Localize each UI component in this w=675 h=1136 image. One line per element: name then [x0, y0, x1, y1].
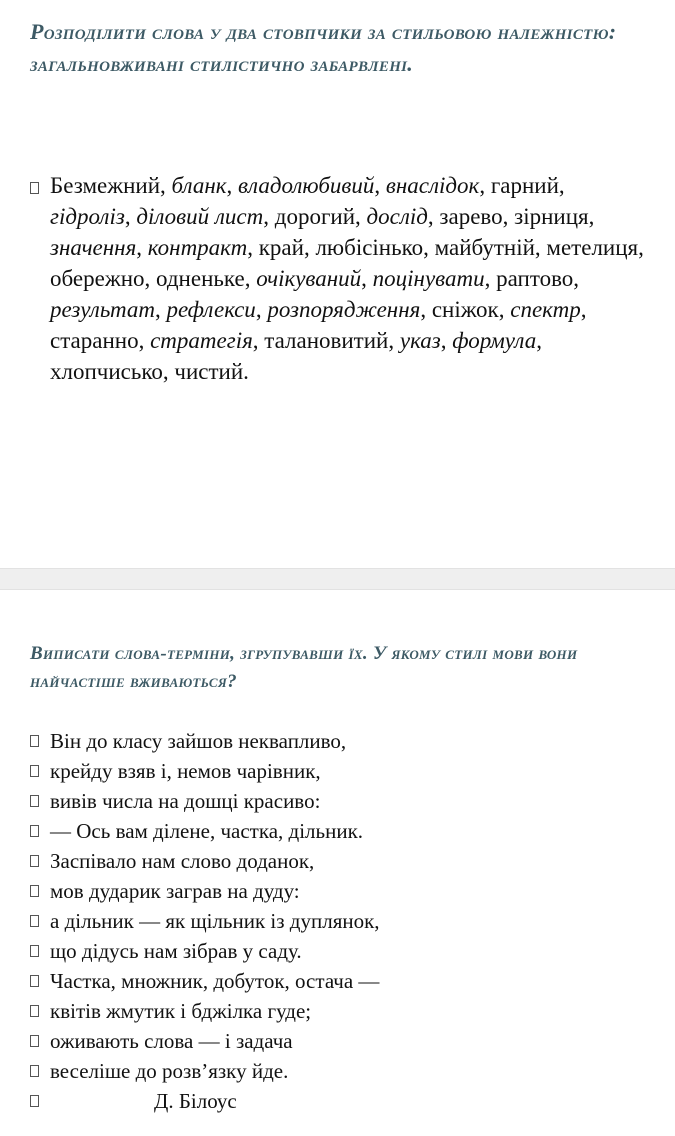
word-item: зарево — [439, 204, 503, 229]
bullet-icon — [30, 885, 39, 897]
bullet-icon — [30, 1065, 39, 1077]
word-item: край — [258, 235, 304, 260]
poem-line-text: оживають слова — і задача — [50, 1029, 293, 1053]
poem-line — [30, 726, 380, 756]
task-heading-1: Розподілити слова у два стовпчики за стильовою належністю: загальновживані стилістично забарвлені. — [30, 19, 617, 76]
poem-line-text: — Ось вам ділене, частка, дільник. — [50, 819, 364, 843]
bullet-icon — [30, 975, 39, 987]
poem-line — [30, 846, 380, 876]
word-item: формула — [452, 328, 537, 353]
word-item: значення — [50, 235, 137, 260]
word-item: внаслідок — [385, 173, 480, 198]
poem-line-text: Заспівало нам слово доданок, — [50, 849, 315, 873]
bullet-icon — [30, 1095, 39, 1107]
word-item: результат — [50, 297, 156, 322]
word-item: бланк — [171, 173, 227, 198]
word-item: Безмежний — [50, 173, 161, 198]
slide-divider — [0, 568, 675, 590]
poem-line — [30, 876, 380, 906]
poem — [30, 726, 380, 1116]
bullet-icon — [30, 1005, 39, 1017]
word-item: контракт — [147, 235, 248, 260]
bullet-icon — [30, 855, 39, 867]
word-item: стратегія — [150, 328, 253, 353]
poem-line — [30, 936, 380, 966]
word-item: сніжок — [431, 297, 499, 322]
word-item: розпорядження — [267, 297, 421, 322]
poem-line-text: мов дударик заграв на дуду: — [50, 879, 300, 903]
bullet-icon — [30, 945, 39, 957]
bullet-icon — [30, 1035, 39, 1047]
poem-line — [30, 1026, 380, 1056]
word-item: гарний — [490, 173, 559, 198]
word-item: хлопчисько — [50, 359, 163, 384]
word-item: талановитий — [264, 328, 389, 353]
poem-line — [30, 906, 380, 936]
word-item: діловий лист — [136, 204, 264, 229]
word-item: рефлекси — [166, 297, 256, 322]
poem-author: Д. Білоус — [154, 1089, 237, 1113]
bullet-icon — [30, 765, 39, 777]
word-item: гідроліз — [50, 204, 125, 229]
poem-line-text: що дідусь нам зібрав у саду. — [50, 939, 302, 963]
poem-line-text: а дільник — як щільник із дуплянок, — [50, 909, 380, 933]
word-item: владолюбивий — [238, 173, 375, 198]
poem-line-text: вивів числа на дошці красиво: — [50, 789, 321, 813]
word-list: Безмежний, бланк, владолюбивий, внаслідок, гарний, гідроліз, діловий лист, дорогий, дослід, зарево, зірниця, значення, контракт, край, любісінько, майбутній, метелиця, обережно, одненьке, очікуваний, поцінувати, раптово, результат, рефлекси, розпорядження, сніжок, спектр, старанно, стратегія, талановитий, указ, формула, хлопчисько, чистий. — [50, 173, 644, 384]
word-item: раптово — [496, 266, 574, 291]
word-item: очікуваний — [256, 266, 362, 291]
poem-line-text: веселіше до розв’язку йде. — [50, 1059, 289, 1083]
poem-line-text: Він до класу зайшов неквапливо, — [50, 729, 347, 753]
word-item: спектр — [510, 297, 581, 322]
word-item: старанно — [50, 328, 139, 353]
poem-author-line — [30, 1086, 380, 1116]
poem-line-text: квітів жмутик і бджілка гуде; — [50, 999, 312, 1023]
poem-line — [30, 816, 380, 846]
poem-line — [30, 1056, 380, 1086]
word-item: обережно — [50, 266, 145, 291]
bullet-icon — [30, 735, 39, 747]
poem-line — [30, 756, 380, 786]
word-item: майбутній — [434, 235, 535, 260]
bullet-icon — [30, 182, 39, 194]
poem-line — [30, 786, 380, 816]
word-item: чистий — [174, 359, 244, 384]
task-heading-2: Виписати слова-терміни, згрупувавши їх. У якому стилі мови вони найчастіше вживаються? — [30, 643, 578, 692]
word-item: зірниця — [514, 204, 589, 229]
word-item: указ — [399, 328, 441, 353]
word-item: метелиця — [546, 235, 639, 260]
word-item: дорогий — [274, 204, 356, 229]
word-item: любісінько — [315, 235, 424, 260]
poem-line — [30, 996, 380, 1026]
word-item: дослід — [366, 204, 428, 229]
bullet-icon — [30, 795, 39, 807]
word-item: одненьке — [156, 266, 245, 291]
word-item: поцінувати — [372, 266, 485, 291]
word-list-paragraph — [30, 170, 650, 387]
bullet-icon — [30, 915, 39, 927]
bullet-icon — [30, 825, 39, 837]
poem-line — [30, 966, 380, 996]
poem-line-text: крейду взяв і, немов чарівник, — [50, 759, 321, 783]
poem-line-text: Частка, множник, добуток, остача — — [50, 969, 380, 993]
